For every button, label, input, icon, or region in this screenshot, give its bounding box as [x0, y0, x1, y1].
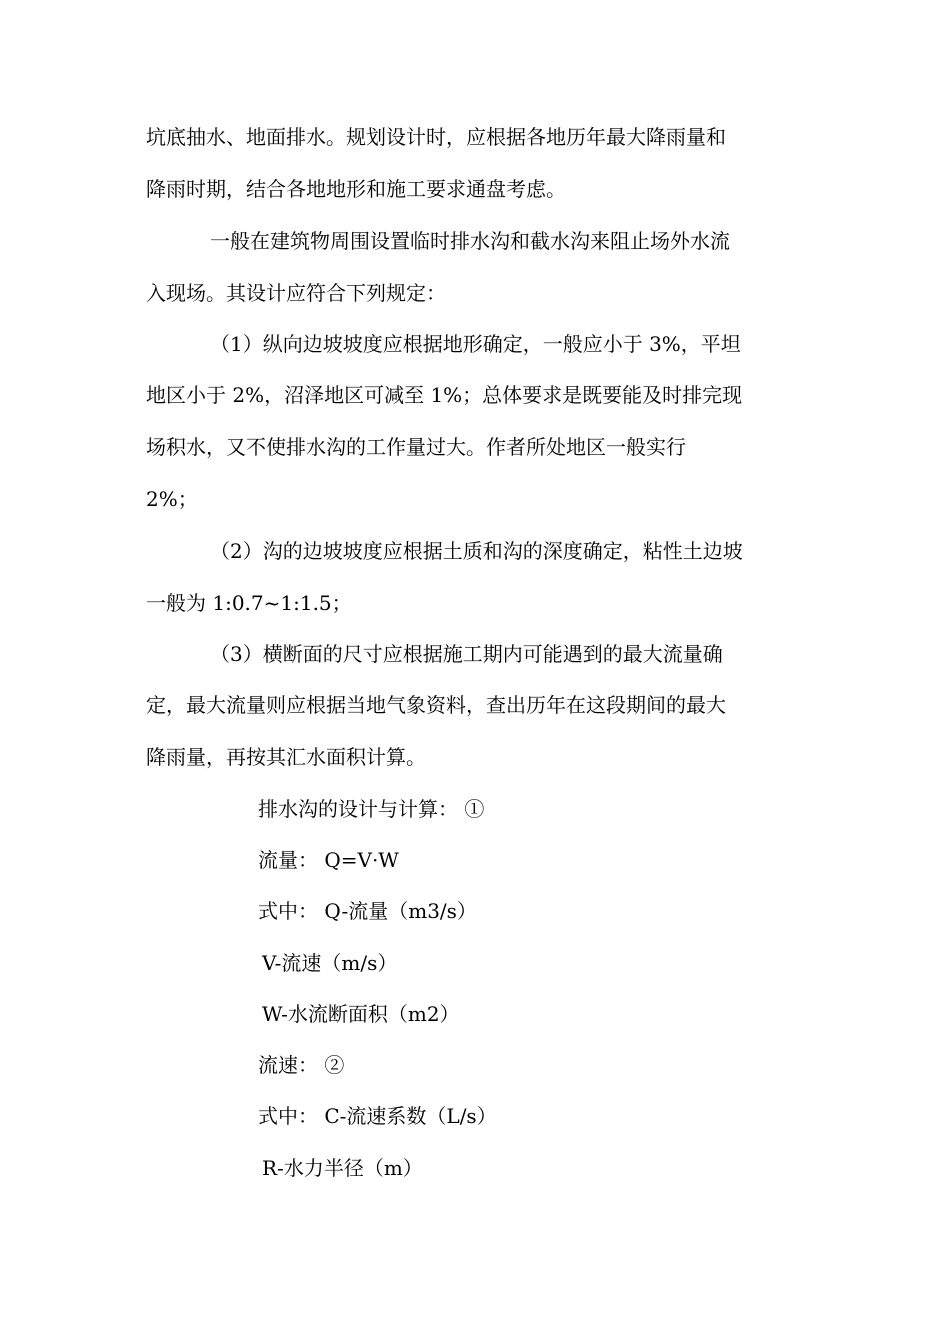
- formula-line: V-流速（m/s）: [262, 951, 398, 975]
- paragraph-line: 场积水，又不使排水沟的工作量过大。作者所处地区一般实行: [146, 435, 686, 459]
- formula-heading: 排水沟的设计与计算： ①: [258, 797, 485, 821]
- paragraph-line: 一般为 1:0.7~1:1.5；: [146, 591, 352, 615]
- formula-line: 式中： Q-流量（m3/s）: [258, 899, 477, 923]
- list-item-1: （1）纵向边坡坡度应根据地形确定，一般应小于 3%，平坦: [210, 332, 741, 356]
- list-item-3: （3）横断面的尺寸应根据施工期内可能遇到的最大流量确: [210, 642, 723, 666]
- formula-line: W-水流断面积（m2）: [262, 1002, 460, 1026]
- formula-line: 式中： C-流速系数（L/s）: [258, 1104, 497, 1128]
- paragraph-line: 降雨量，再按其汇水面积计算。: [146, 745, 426, 769]
- paragraph-line: 降雨时期，结合各地地形和施工要求通盘考虑。: [146, 177, 566, 201]
- formula-line: 流速： ②: [258, 1053, 345, 1077]
- paragraph-line: 2%；: [146, 487, 198, 511]
- paragraph-line: 一般在建筑物周围设置临时排水沟和截水沟来阻止场外水流: [210, 229, 730, 253]
- paragraph-line: 坑底抽水、地面排水。规划设计时，应根据各地历年最大降雨量和: [146, 125, 726, 149]
- formula-line: R-水力半径（m）: [262, 1156, 423, 1180]
- paragraph-line: 地区小于 2%，沼泽地区可减至 1%；总体要求是既要能及时排完现: [146, 383, 743, 407]
- list-item-2: （2）沟的边坡坡度应根据土质和沟的深度确定，粘性土边坡: [210, 539, 743, 563]
- formula-line: 流量： Q=V·W: [258, 848, 399, 872]
- paragraph-line: 定，最大流量则应根据当地气象资料，查出历年在这段期间的最大: [146, 693, 726, 717]
- paragraph-line: 入现场。其设计应符合下列规定：: [146, 281, 446, 305]
